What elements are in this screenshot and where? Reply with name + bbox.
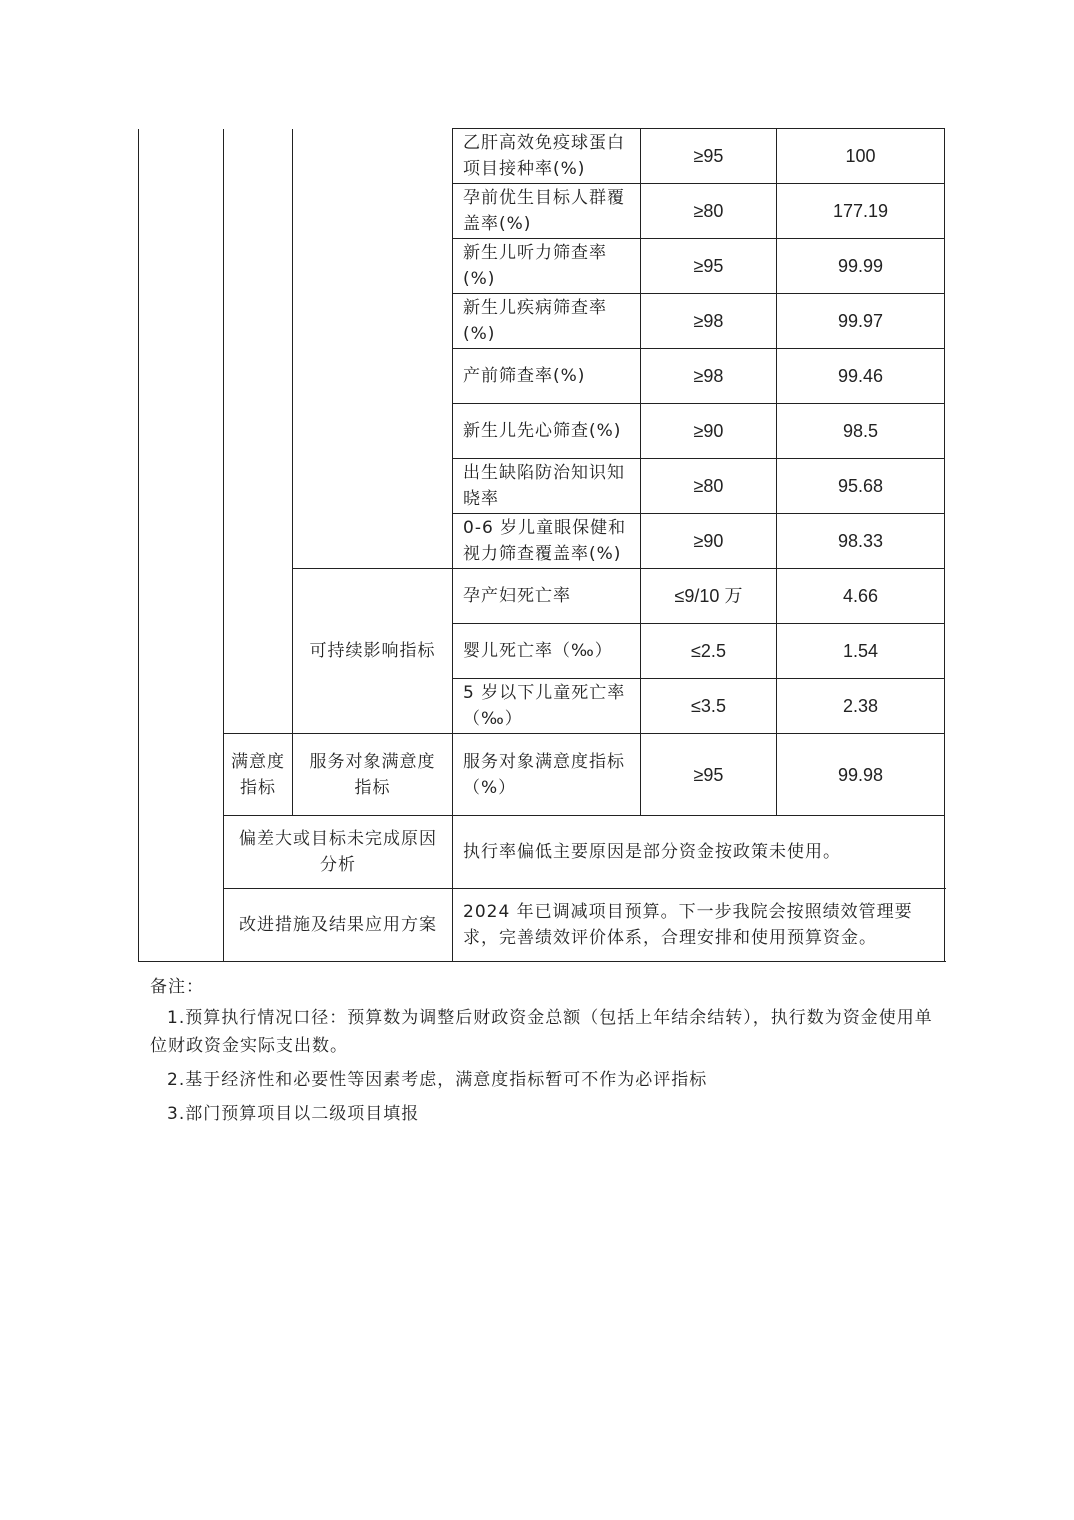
note-item: 3.部门预算项目以二级项目填报	[167, 1104, 420, 1124]
improvement-text: 2024 年已调减项目预算。下一步我院会按照绩效管理要求，完善绩效评价体系，合理安排和使用预算资金。	[453, 889, 945, 962]
indicator-actual: 99.99	[777, 239, 945, 294]
deviation-label: 偏差大或目标未完成原因分析	[224, 816, 453, 889]
indicator-target: ≥90	[641, 404, 777, 459]
indicator-name: 乙肝高效免疫球蛋白项目接种率(%)	[453, 129, 641, 184]
indicator-actual: 2.38	[777, 679, 945, 734]
indicator-name: 产前筛查率(%)	[453, 349, 641, 404]
indicator-target: ≤9/10 万	[641, 569, 777, 624]
indicator-actual: 1.54	[777, 624, 945, 679]
indicator-name: 5 岁以下儿童死亡率（‰）	[453, 679, 641, 734]
indicator-name: 0-6 岁儿童眼保健和视力筛查覆盖率(%)	[453, 514, 641, 569]
indicator-name: 服务对象满意度指标（%）	[453, 734, 641, 816]
indicator-name: 新生儿疾病筛查率(%)	[453, 294, 641, 349]
table-row	[139, 734, 945, 816]
satisfaction-label: 服务对象满意度指标	[293, 734, 453, 816]
note-item: 2.基于经济性和必要性等因素考虑，满意度指标暂可不作为必评指标	[167, 1070, 708, 1090]
notes-title: 备注：	[150, 977, 204, 997]
indicator-name: 婴儿死亡率（‰）	[453, 624, 641, 679]
indicator-name: 孕产妇死亡率	[453, 569, 641, 624]
performance-table	[138, 128, 945, 962]
indicator-target: ≤3.5	[641, 679, 777, 734]
level2-category-cell	[224, 129, 293, 734]
satisfaction-category: 满意度指标	[224, 734, 293, 816]
indicator-name: 孕前优生目标人群覆盖率(%)	[453, 184, 641, 239]
indicator-target: ≥95	[641, 129, 777, 184]
indicator-actual: 98.5	[777, 404, 945, 459]
indicator-target: ≥98	[641, 294, 777, 349]
indicator-name: 出生缺陷防治知识知晓率	[453, 459, 641, 514]
indicator-target: ≥95	[641, 239, 777, 294]
improvement-label: 改进措施及结果应用方案	[224, 889, 453, 962]
indicator-target: ≥80	[641, 459, 777, 514]
table-row	[139, 889, 945, 962]
note-item: 1.预算执行情况口径：预算数为调整后财政资金总额（包括上年结余结转），执行数为资金使用单位财政资金实际支出数。	[150, 1008, 933, 1056]
level1-category-cell	[139, 129, 224, 962]
indicator-name: 新生儿听力筛查率(%)	[453, 239, 641, 294]
level3-category-cell	[293, 129, 453, 569]
indicator-actual: 4.66	[777, 569, 945, 624]
indicator-actual: 100	[777, 129, 945, 184]
indicator-actual: 177.19	[777, 184, 945, 239]
indicator-target: ≤2.5	[641, 624, 777, 679]
table-row	[139, 129, 945, 184]
deviation-text: 执行率偏低主要原因是部分资金按政策未使用。	[453, 816, 945, 889]
sustainable-label: 可持续影响指标	[293, 569, 453, 734]
indicator-actual: 95.68	[777, 459, 945, 514]
indicator-actual: 98.33	[777, 514, 945, 569]
indicator-actual: 99.97	[777, 294, 945, 349]
indicator-name: 新生儿先心筛查(%)	[453, 404, 641, 459]
indicator-target: ≥80	[641, 184, 777, 239]
indicator-actual: 99.46	[777, 349, 945, 404]
table-row	[139, 816, 945, 889]
indicator-actual: 99.98	[777, 734, 945, 816]
indicator-target: ≥95	[641, 734, 777, 816]
indicator-target: ≥90	[641, 514, 777, 569]
notes-list	[150, 1004, 940, 1134]
indicator-target: ≥98	[641, 349, 777, 404]
